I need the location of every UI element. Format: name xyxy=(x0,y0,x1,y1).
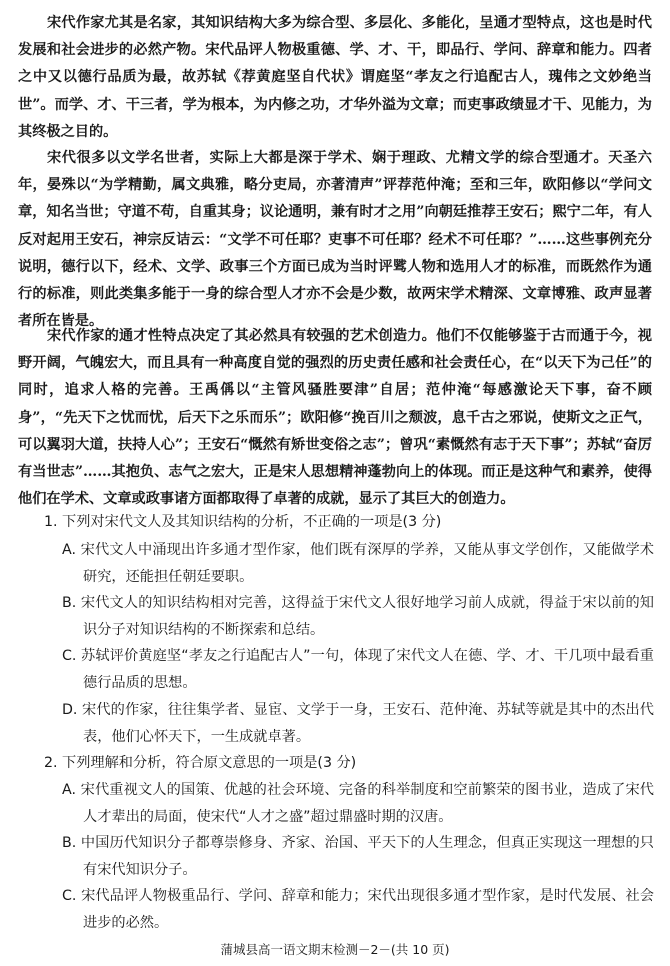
page-footer: 蒲城县高一语文期末检测－2－(共 10 页) xyxy=(220,942,450,957)
question-1-option-b: B. 宋代文人的知识结构相对完善，这得益于宋代文人很好地学习前人成就，得益于宋以前的知识分子对知识结构的不断探索和总结。 xyxy=(62,595,654,639)
question-1-stem: 1. 下列对宋代文人及其知识结构的分析，不正确的一项是(3 分) xyxy=(44,514,442,530)
question-2-option-c: C. 宋代品评人物极重品行、学问、辞章和能力；宋代出现很多通才型作家，是时代发展、社会进步的必然。 xyxy=(62,888,654,932)
passage-paragraph-3: 宋代作家的通才性特点决定了其必然具有较强的艺术创造力。他们不仅能够鉴于古而通于今，视野开阔，气魄宏大，而且具有一种高度自觉的强烈的历史责任感和社会责任心，在“以天下为己任”的同时，追求人格的完善。王禹偁以“主管风骚胜要津”自居；范仲淹“每感激论天下事，奋不顾身”，“先天下之忧而忧，后天下之乐而乐”；欧阳修“挽百川之颓波，息千古之邪说，使斯文之正气，可以翼羽大道，扶持人心”；王安石“慨然有矫世变俗之志”；曾巩“素慨然有志于天下事”；苏轼“奋厉有当世志”……其抱负、志气之宏大，正是宋人思想精神蓬勃向上的体现。而正是这种气和素养，使得他们在学术、文章或政事诸方面都取得了卓著的成就，显示了其巨大的创造力。 xyxy=(18,328,652,508)
question-1-option-c: C. 苏轼评价黄庭坚“孝友之行追配古人”一句，体现了宋代文人在德、学、才、干几项中最看重德行品质的思想。 xyxy=(62,648,654,692)
passage-paragraph-2: 宋代很多以文学名世者，实际上大都是深于学术、娴于理政、尤精文学的综合型通才。天圣六年，晏殊以“为学精勤，属文典雅，略分吏局，亦著清声”评荐范仲淹；至和三年，欧阳修以“学问文章，知名当世；守道不苟，自重其身；议论通明，兼有时才之用”向朝廷推荐王安石；熙宁二年，有人反对起用王安石，神宗反诘云：“文学不可任耶？吏事不可任耶？经术不可任耶？”……这些事例充分说明，德行以下，经术、文学、政事三个方面已成为当时评骘人物和选用人才的标准，而既然作为通行的标准，则此类集多能于一身的综合型人才亦不会是少数，故两宋学术精深、文章博雅、政声显著者所在皆是。 xyxy=(18,150,652,330)
question-1-option-d: D. 宋代的作家，往往集学者、显宦、文学于一身，王安石、范仲淹、苏轼等就是其中的杰出代表，他们心怀天下，一生成就卓著。 xyxy=(62,702,654,746)
question-2-option-a: A. 宋代重视文人的国策、优越的社会环境、完备的科举制度和空前繁荣的图书业，造成了宋代人才辈出的局面，使宋代“人才之盛”超过鼎盛时期的汉唐。 xyxy=(62,782,654,826)
question-1-option-a: A. 宋代文人中涌现出许多通才型作家，他们既有深厚的学养，又能从事文学创作，又能做学术研究，还能担任朝廷要职。 xyxy=(62,542,654,586)
passage-paragraph-1: 宋代作家尤其是名家，其知识结构大多为综合型、多层化、多能化，呈通才型特点，这也是时代发展和社会进步的必然产物。宋代品评人物极重德、学、才、干，即品行、学问、辞章和能力。四者之中又以德行品质为最，故苏轼《荐黄庭坚自代状》谓庭坚“孝友之行追配古人，瑰伟之文妙绝当世”。而学、才、干三者，学为根本，为内修之功，才华外溢为文章；而吏事政绩显才干、见能力，为其终极之目的。 xyxy=(18,15,652,140)
question-2-stem: 2. 下列理解和分析，符合原文意思的一项是(3 分) xyxy=(44,755,357,771)
question-2-option-b: B. 中国历代知识分子都尊崇修身、齐家、治国、平天下的人生理念，但真正实现这一理想的只有宋代知识分子。 xyxy=(62,835,654,879)
